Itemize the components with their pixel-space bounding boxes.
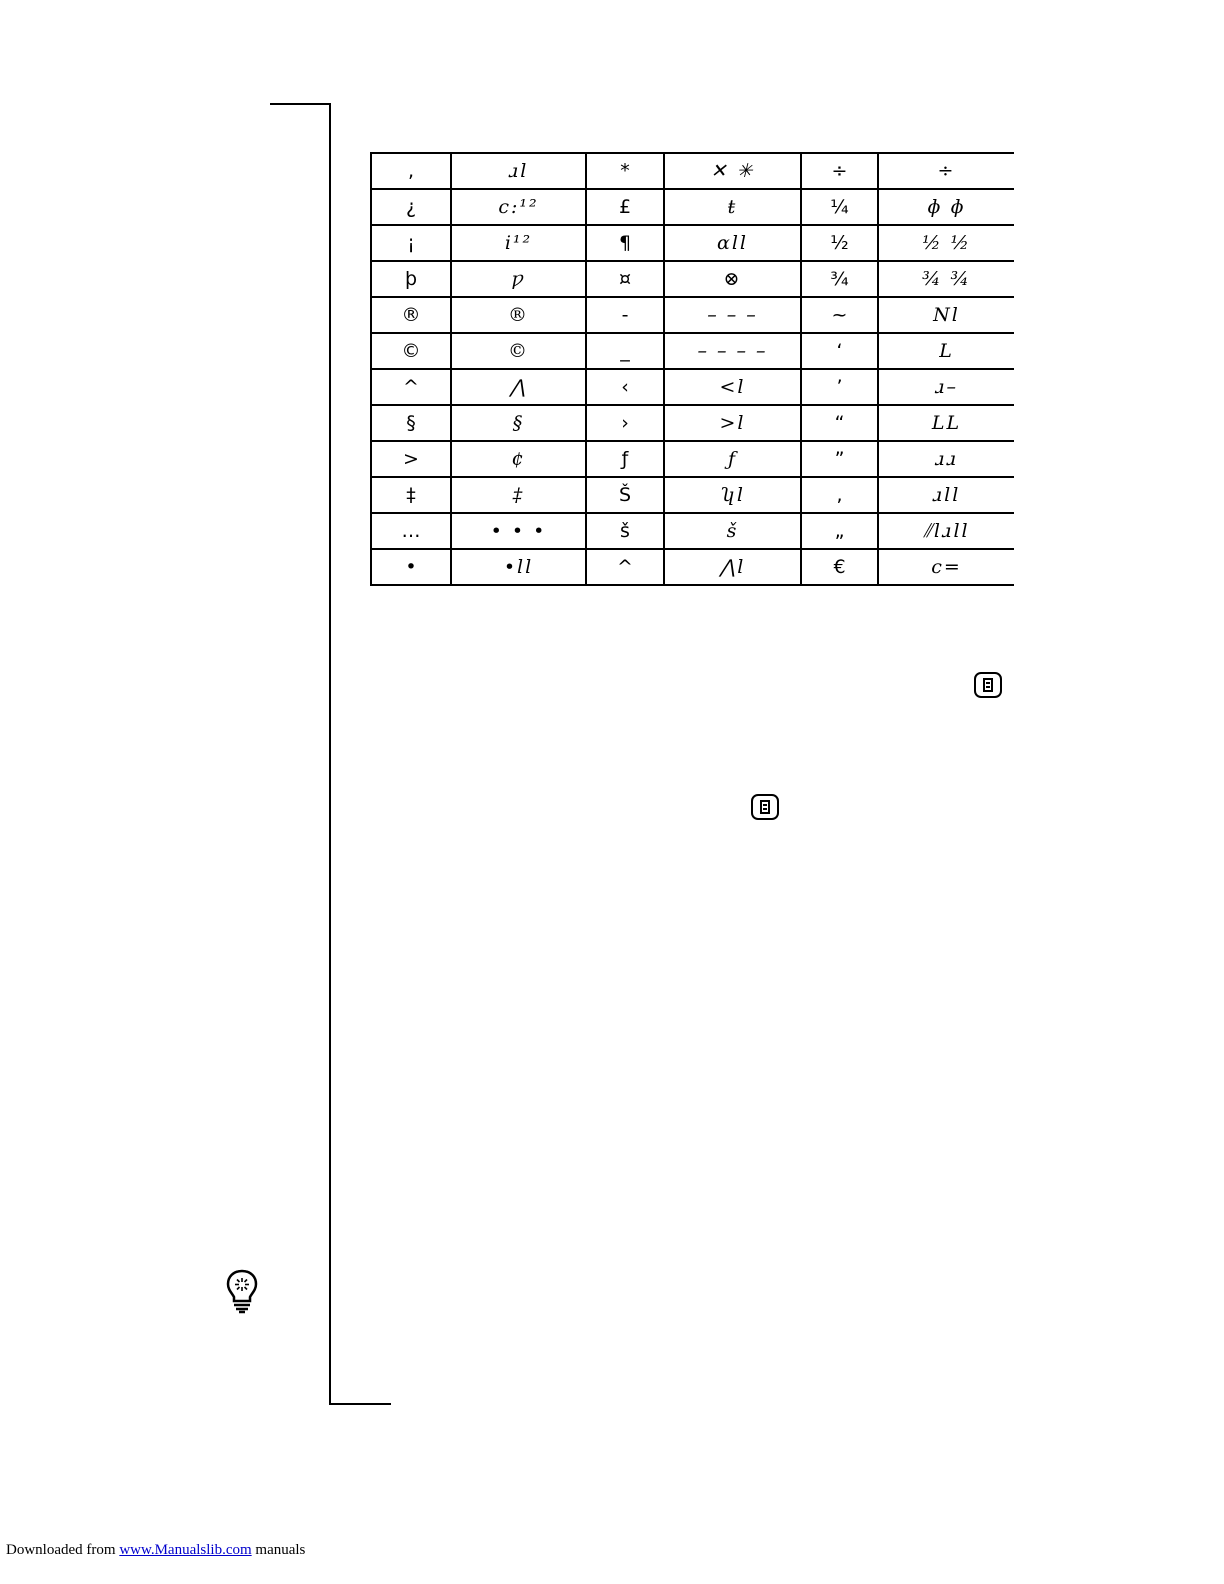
character-cell: ‘ xyxy=(801,333,878,369)
character-cell: § xyxy=(371,405,451,441)
character-cell: ‹ xyxy=(586,369,664,405)
table-row xyxy=(371,297,1014,333)
stroke-cell: ‡ xyxy=(451,477,586,513)
character-cell: , xyxy=(371,153,451,189)
character-cell: _ xyxy=(586,333,664,369)
table-row xyxy=(371,369,1014,405)
character-cell: ¡ xyxy=(371,225,451,261)
stroke-cell: ŧ xyxy=(664,189,801,225)
stroke-cell: ƿ xyxy=(451,261,586,297)
stroke-cell: ɹl xyxy=(451,153,586,189)
character-cell: ” xyxy=(801,441,878,477)
character-cell: - xyxy=(586,297,664,333)
character-cell: ¾ xyxy=(801,261,878,297)
stroke-cell: ƒ xyxy=(664,441,801,477)
character-cell: þ xyxy=(371,261,451,297)
character-cell: , xyxy=(801,477,878,513)
stroke-cell: ɹll xyxy=(878,477,1014,513)
character-cell: Š xyxy=(586,477,664,513)
character-cell: • xyxy=(371,549,451,585)
character-cell: ^ xyxy=(586,549,664,585)
character-cell: ‡ xyxy=(371,477,451,513)
stroke-cell: ɹɹ xyxy=(878,441,1014,477)
stroke-cell: § xyxy=(451,405,586,441)
stroke-cell: ® xyxy=(451,297,586,333)
stroke-cell: >l xyxy=(664,405,801,441)
stroke-cell: LL xyxy=(878,405,1014,441)
table-row xyxy=(371,405,1014,441)
stroke-cell: ɹ– xyxy=(878,369,1014,405)
lightbulb-icon xyxy=(225,1268,259,1314)
table-row xyxy=(371,441,1014,477)
character-cell: ~ xyxy=(801,297,878,333)
stroke-cell: ÷ xyxy=(878,153,1014,189)
character-cell: £ xyxy=(586,189,664,225)
stroke-cell: •ll xyxy=(451,549,586,585)
stroke-cell: L xyxy=(878,333,1014,369)
character-cell: … xyxy=(371,513,451,549)
table-row xyxy=(371,333,1014,369)
stroke-cell: – – – xyxy=(664,297,801,333)
character-cell: * xyxy=(586,153,664,189)
menu-key-icon xyxy=(751,794,779,820)
character-cell: ƒ xyxy=(586,441,664,477)
special-character-table xyxy=(370,152,1014,586)
menu-key-icon xyxy=(974,672,1002,698)
character-cell: € xyxy=(801,549,878,585)
footer-suffix: manuals xyxy=(255,1542,306,1558)
character-cell: › xyxy=(586,405,664,441)
stroke-cell: ɸ ɸ xyxy=(878,189,1014,225)
stroke-cell: ½ ½ xyxy=(878,225,1014,261)
table-row xyxy=(371,549,1014,585)
character-cell: © xyxy=(371,333,451,369)
stroke-cell: ⫽lɹll xyxy=(878,513,1014,549)
character-cell: ¤ xyxy=(586,261,664,297)
stroke-cell: ⋀l xyxy=(664,549,801,585)
margin-rule-vertical xyxy=(329,104,331,1404)
stroke-cell: ⋀ xyxy=(451,369,586,405)
stroke-cell: š xyxy=(664,513,801,549)
character-cell: “ xyxy=(801,405,878,441)
stroke-cell: ⊗ xyxy=(664,261,801,297)
table-row xyxy=(371,153,1014,189)
stroke-cell: ¢ xyxy=(451,441,586,477)
margin-rule-bottom xyxy=(329,1403,391,1405)
stroke-cell: c:¹² xyxy=(451,189,586,225)
table-row xyxy=(371,513,1014,549)
character-cell: ¿ xyxy=(371,189,451,225)
character-cell: ’ xyxy=(801,369,878,405)
stroke-cell: <l xyxy=(664,369,801,405)
stroke-cell: ɑll xyxy=(664,225,801,261)
footer-prefix: Downloaded from xyxy=(6,1542,116,1558)
stroke-cell: c= xyxy=(878,549,1014,585)
footer xyxy=(6,1542,305,1559)
stroke-cell: ✕ ✳ xyxy=(664,153,801,189)
character-cell: š xyxy=(586,513,664,549)
table-row xyxy=(371,477,1014,513)
character-cell: ® xyxy=(371,297,451,333)
character-cell: ÷ xyxy=(801,153,878,189)
table-row xyxy=(371,189,1014,225)
stroke-cell: ¾ ¾ xyxy=(878,261,1014,297)
stroke-cell: © xyxy=(451,333,586,369)
table-row xyxy=(371,225,1014,261)
character-cell: ¼ xyxy=(801,189,878,225)
character-cell: ½ xyxy=(801,225,878,261)
character-cell: > xyxy=(371,441,451,477)
table-row xyxy=(371,261,1014,297)
manualslib-link[interactable]: www.Manualslib.com xyxy=(119,1542,252,1558)
stroke-cell: ʮl xyxy=(664,477,801,513)
stroke-cell: Nl xyxy=(878,297,1014,333)
character-cell: ¶ xyxy=(586,225,664,261)
margin-rule-top xyxy=(270,103,331,105)
stroke-cell: • • • xyxy=(451,513,586,549)
character-cell: ^ xyxy=(371,369,451,405)
character-cell: „ xyxy=(801,513,878,549)
stroke-cell: – – – – xyxy=(664,333,801,369)
stroke-cell: i¹² xyxy=(451,225,586,261)
